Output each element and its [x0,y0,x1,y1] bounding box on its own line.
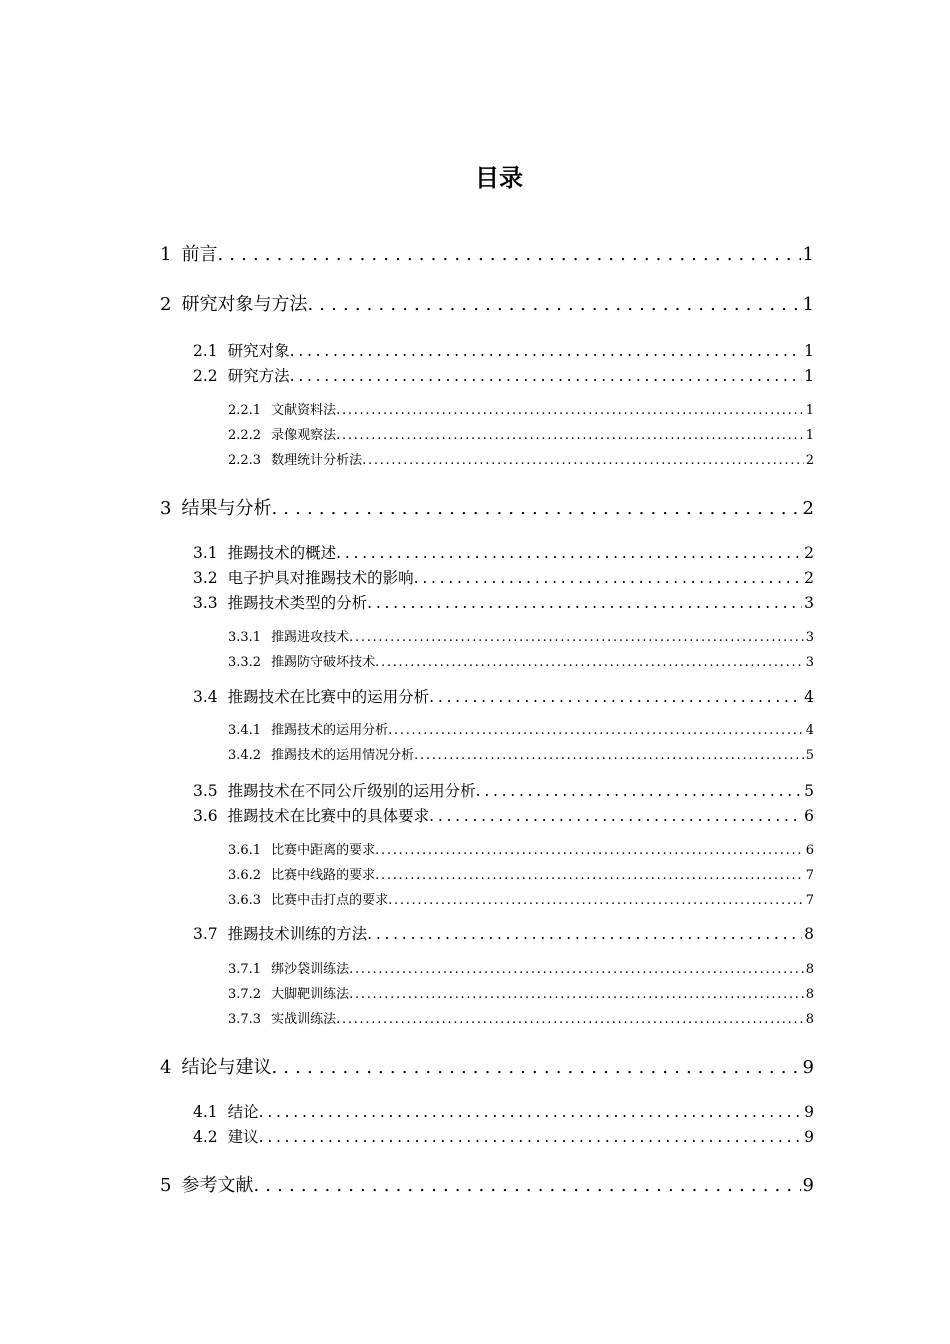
toc-entry[interactable] [193,1100,814,1122]
toc-number: 3.7.3 [228,1012,262,1027]
toc-leader [349,962,804,977]
toc-page-number: 4 [804,688,814,706]
toc-leader [414,569,802,587]
toc-entry[interactable] [160,1053,814,1079]
toc-entry[interactable] [228,449,814,468]
toc-number: 3.4.2 [228,748,262,763]
toc-number: 2 [160,294,172,315]
toc-number: 3.7.1 [228,962,262,977]
toc-number: 3.3 [193,594,218,612]
toc-leader [290,342,802,360]
toc-leader [476,782,802,800]
toc-number: 2.2.2 [228,428,262,443]
toc-page-number: 5 [805,748,814,763]
toc-number: 2.2.1 [228,403,262,418]
toc-entry[interactable] [193,685,814,707]
toc-entry[interactable] [160,1171,814,1197]
toc-entry[interactable] [228,983,814,1002]
toc-page-number: 1 [805,428,814,443]
toc-text: 推踢技术在比赛中的运用分析 [227,688,430,706]
toc-text: 大脚靶训练法 [271,987,350,1002]
page-title: 目录 [475,164,523,192]
toc-entry[interactable] [228,889,814,908]
toc-leader [388,723,804,738]
toc-entry[interactable] [160,494,814,520]
toc-number: 3.2 [193,569,218,587]
toc-text: 结论与建议 [181,1057,272,1078]
toc-text: 研究方法 [227,367,290,385]
toc-leader [217,244,800,265]
toc-page-number: 9 [804,1103,814,1121]
toc-entry[interactable] [228,626,814,645]
toc-text: 推踢技术类型的分析 [227,594,368,612]
toc-text: 结论 [227,1103,259,1121]
toc-leader [367,925,802,943]
toc-number: 3.3.2 [228,655,262,670]
toc-entry[interactable] [193,1125,814,1147]
toc-number: 4.1 [193,1103,218,1121]
toc-number: 3.7.2 [228,987,262,1002]
toc-text: 推踢技术在不同公斤级别的运用分析 [227,782,476,800]
toc-text: 推踢技术在比赛中的具体要求 [227,807,430,825]
toc-page-number: 2 [802,498,814,519]
toc-leader [375,843,804,858]
toc-leader [336,544,802,562]
toc-leader [259,1103,802,1121]
toc-page-number: 3 [805,655,814,670]
toc-leader [271,498,800,519]
toc-leader [336,1012,804,1027]
toc-page-number: 3 [804,594,814,612]
toc-text: 推踢进攻技术 [271,630,350,645]
toc-leader [253,1175,800,1196]
toc-page-number: 6 [805,843,814,858]
toc-entry[interactable] [193,566,814,588]
toc-entry[interactable] [228,839,814,858]
toc-entry[interactable] [193,541,814,563]
toc-page-number: 9 [804,1128,814,1146]
toc-text: 研究对象 [227,342,290,360]
toc-entry[interactable] [193,922,814,944]
toc-number: 1 [160,244,172,265]
toc-entry[interactable] [228,864,814,883]
toc-number: 2.1 [193,342,218,360]
toc-text: 实战训练法 [271,1012,337,1027]
toc-page-number: 7 [805,868,814,883]
toc-page-number: 7 [805,893,814,908]
toc-leader [290,367,802,385]
toc-page-number: 3 [805,630,814,645]
toc-number: 3.1 [193,544,218,562]
toc-page-number: 1 [804,342,814,360]
toc-page-number: 2 [805,453,814,468]
toc-page-number: 8 [805,962,814,977]
toc-page-number: 2 [804,544,814,562]
toc-number: 2.2 [193,367,218,385]
toc-entry[interactable] [193,591,814,613]
toc-entry[interactable] [193,364,814,386]
toc-text: 推踢技术训练的方法 [227,925,368,943]
toc-entry[interactable] [228,1008,814,1027]
toc-number: 3.7 [193,925,218,943]
toc-page-number: 9 [802,1057,814,1078]
toc-entry[interactable] [193,779,814,801]
toc-page-number: 2 [804,569,814,587]
toc-page-number: 9 [802,1175,814,1196]
toc-page-number: 8 [805,987,814,1002]
toc-entry[interactable] [228,424,814,443]
toc-page-number: 8 [805,1012,814,1027]
toc-text: 前言 [181,244,218,265]
toc-leader [349,987,804,1002]
toc-entry[interactable] [160,290,814,316]
toc-number: 4.2 [193,1128,218,1146]
toc-entry[interactable] [193,804,814,826]
toc-leader [375,868,804,883]
toc-leader [429,688,802,706]
toc-entry[interactable] [228,958,814,977]
toc-number: 3.6.1 [228,843,262,858]
toc-text: 数理统计分析法 [271,453,363,468]
toc-leader [429,807,802,825]
toc-leader [414,748,804,763]
toc-page-number: 1 [802,244,814,265]
toc-number: 3 [160,498,172,519]
toc-leader [349,630,804,645]
toc-entry[interactable] [228,719,814,738]
toc-number: 3.4 [193,688,218,706]
toc-entry[interactable] [228,744,814,763]
toc-text: 比赛中击打点的要求 [271,893,389,908]
toc-text: 建议 [227,1128,259,1146]
toc-number: 3.6 [193,807,218,825]
toc-page-number: 1 [805,403,814,418]
toc-text: 电子护具对推踢技术的影响 [227,569,414,587]
toc-page-number: 8 [804,925,814,943]
toc-leader [375,655,804,670]
toc-page-number: 4 [805,723,814,738]
toc-text: 参考文献 [181,1175,254,1196]
toc-leader [362,453,804,468]
toc-page-number: 6 [804,807,814,825]
toc-text: 推踢技术的概述 [227,544,337,562]
toc-entry[interactable] [228,651,814,670]
toc-number: 3.5 [193,782,218,800]
toc-leader [388,893,804,908]
toc-leader [259,1128,802,1146]
toc-number: 5 [160,1175,172,1196]
toc-number: 3.4.1 [228,723,262,738]
toc-number: 2.2.3 [228,453,262,468]
toc-leader [307,294,800,315]
toc-page-number: 1 [804,367,814,385]
toc-text: 研究对象与方法 [181,294,308,315]
toc-number: 3.6.3 [228,893,262,908]
toc-page-number: 5 [804,782,814,800]
toc-entry[interactable] [160,240,814,266]
toc-text: 绑沙袋训练法 [271,962,350,977]
toc-leader [336,428,804,443]
toc-number: 3.3.1 [228,630,262,645]
toc-text: 推踢技术的运用分析 [271,723,389,738]
toc-text: 结果与分析 [181,498,272,519]
toc-text: 推踢技术的运用情况分析 [271,748,415,763]
toc-text: 推踢防守破坏技术 [271,655,376,670]
toc-entry[interactable] [193,339,814,361]
toc-number: 4 [160,1057,172,1078]
toc-page-number: 1 [802,294,814,315]
toc-text: 比赛中距离的要求 [271,843,376,858]
toc-leader [336,403,804,418]
toc-number: 3.6.2 [228,868,262,883]
toc-text: 录像观察法 [271,428,337,443]
toc-entry[interactable] [228,399,814,418]
toc-leader [271,1057,800,1078]
toc-leader [367,594,802,612]
toc-text: 比赛中线路的要求 [271,868,376,883]
toc-text: 文献资料法 [271,403,337,418]
